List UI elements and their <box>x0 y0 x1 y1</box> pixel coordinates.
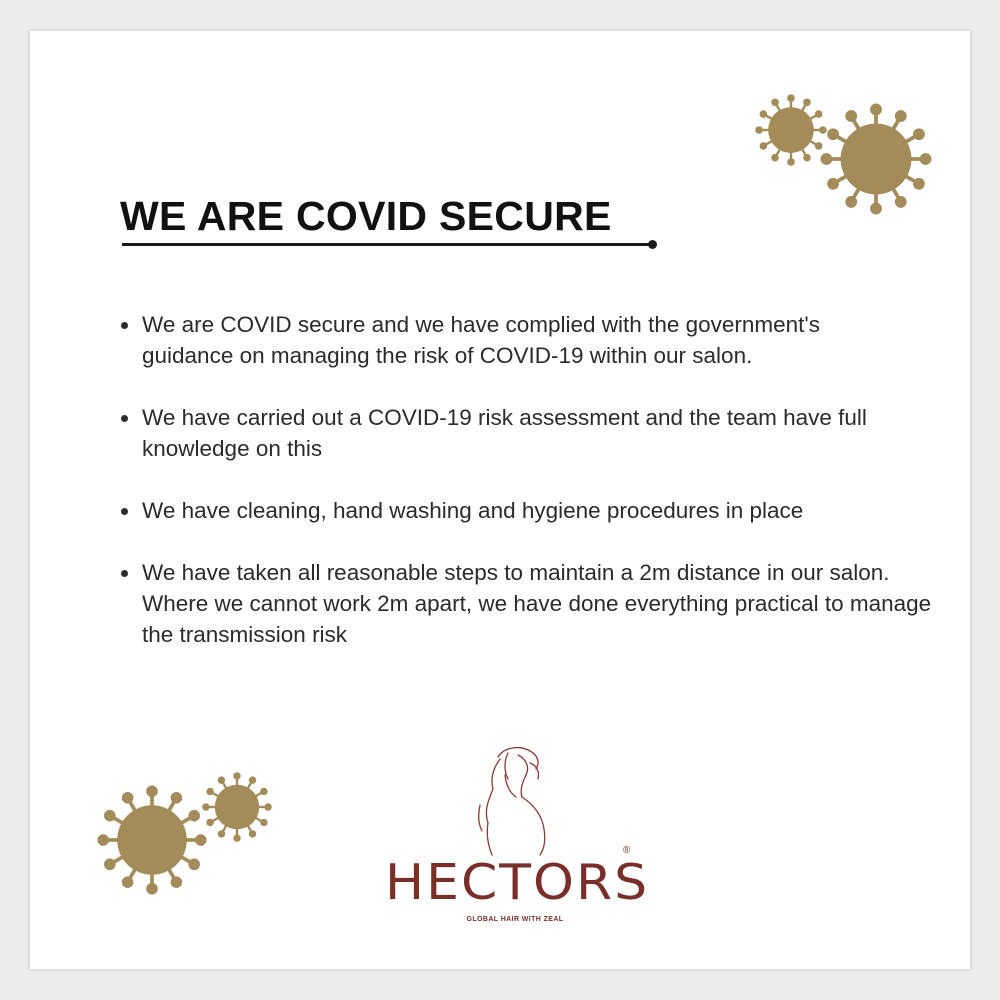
title-underline-dot <box>648 240 657 249</box>
brand-tagline: GLOBAL HAIR WITH ZEAL <box>466 916 564 923</box>
title-underline <box>122 243 650 246</box>
bullet-text: We are COVID secure and we have complied with the government's guidance on managing the risk of COVID-19 within our salon. <box>142 312 820 368</box>
list-item <box>118 402 922 464</box>
bullet-text: We have taken all reasonable steps to maintain a 2m distance in our salon. Where we cannot work 2m apart, we have done everything practical to manage the transmission risk <box>142 560 932 647</box>
registered-mark: ® <box>623 845 631 856</box>
virus-icon <box>817 100 935 218</box>
bullet-dot <box>121 508 128 515</box>
virus-icon <box>94 782 210 898</box>
page-title: WE ARE COVID SECURE <box>120 193 612 239</box>
hair-figure-icon <box>460 745 560 857</box>
bullet-dot <box>121 322 128 329</box>
bullet-list <box>118 309 932 681</box>
bullet-dot <box>121 415 128 422</box>
virus-icon <box>200 770 274 844</box>
brand-wordmark: HECTORS <box>385 854 650 912</box>
bullet-text: We have carried out a COVID-19 risk assessment and the team have full knowledge on this <box>142 405 867 461</box>
list-item <box>118 495 902 526</box>
bullet-text: We have cleaning, hand washing and hygiene procedures in place <box>142 498 804 523</box>
list-item <box>118 557 932 650</box>
brand-logo <box>385 745 650 930</box>
bullet-dot <box>121 570 128 577</box>
list-item <box>118 309 872 371</box>
